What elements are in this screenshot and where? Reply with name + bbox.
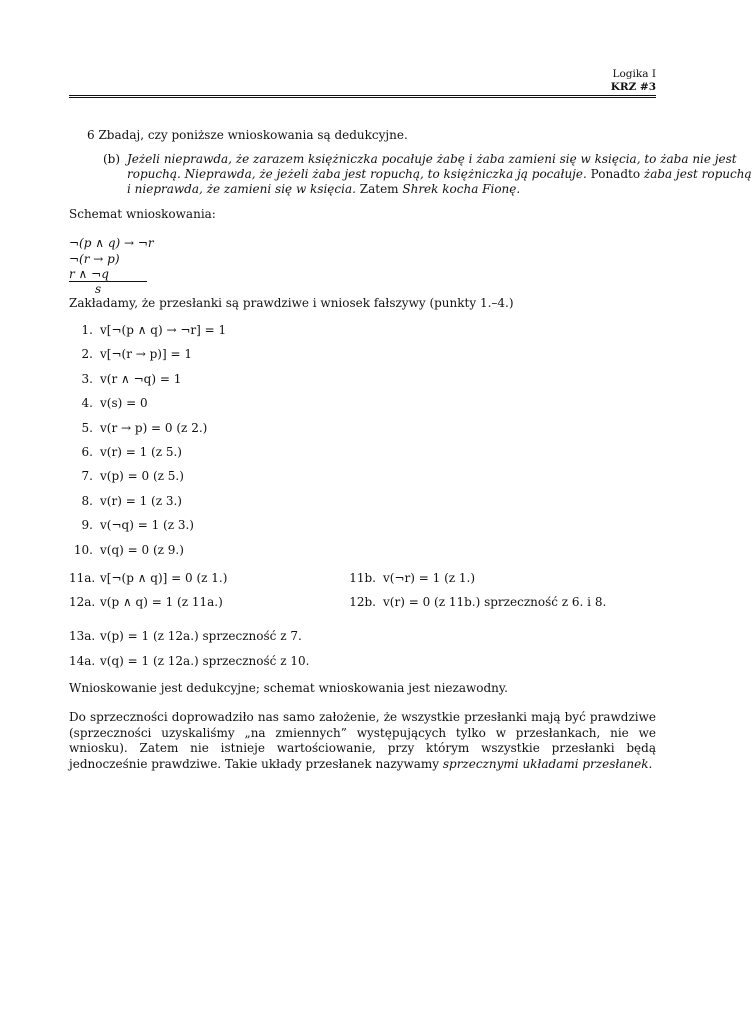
step-text: v(s) = 0 <box>100 396 148 410</box>
step-text: v(¬q) = 1 (z 3.) <box>100 518 194 532</box>
task-text-line2-a: ropuchą. Nieprawda, że jeżeli żaba jest ropuchą, to księżniczka ją pocałuje. <box>127 167 587 181</box>
task-text-line2 <box>127 167 752 181</box>
step-text: v(r) = 0 (z 11b.) sprzeczność z 6. i 8. <box>383 595 607 609</box>
closing-text: Do sprzeczności doprowadziło nas samo założenie, że wszystkie przesłanki mają być prawdziwe (sprzeczności uzyskaliśmy „na zmiennych” występujących tylko w przesłankach, nie we wniosku). Zatem nie istnieje wartościowanie, przy którym wszystkie przesłanki będą jednocześnie prawdziwe. Takie układy przesłanek nazywamy <box>69 710 656 771</box>
step-text: v(r) = 1 (z 5.) <box>100 445 182 459</box>
task-number: 6 <box>87 128 95 142</box>
step-number: 12a. <box>69 595 96 609</box>
step-number: 3. <box>81 372 93 386</box>
inference-bar <box>69 281 147 282</box>
step-text: v(¬r) = 1 (z 1.) <box>383 571 476 585</box>
step-text: v(q) = 0 (z 9.) <box>100 543 184 557</box>
closing-end: . <box>648 756 653 771</box>
task-text-line3-a: i nieprawda, że zamieni się w księcia. <box>127 182 356 196</box>
step-number: 1. <box>81 323 93 337</box>
step-number: 5. <box>81 421 93 435</box>
step-text: v(r → p) = 0 (z 2.) <box>100 421 208 435</box>
header-rule-thin <box>69 97 656 98</box>
task-prompt: Zbadaj, czy poniższe wnioskowania są dedukcyjne. <box>98 128 408 142</box>
premise-1: ¬(p ∧ q) → ¬r <box>69 236 154 250</box>
step-number: 6. <box>81 445 93 459</box>
step-number: 4. <box>81 396 93 410</box>
step-number: 2. <box>81 347 93 361</box>
task-text-line3 <box>127 182 520 196</box>
step-number: 13a. <box>69 629 96 643</box>
schema-heading: Schemat wnioskowania: <box>69 207 216 221</box>
step-number: 12b. <box>349 595 376 609</box>
verdict-text: Wnioskowanie jest dedukcyjne; schemat wnioskowania jest niezawodny. <box>69 681 508 695</box>
task-text-line3-d: . <box>516 182 521 196</box>
step-number: 14a. <box>69 654 96 668</box>
header-rule-thick <box>69 95 656 96</box>
closing-paragraph <box>69 710 656 772</box>
step-text: v(r) = 1 (z 3.) <box>100 494 182 508</box>
step-text: v(p) = 0 (z 5.) <box>100 469 184 483</box>
task-label: (b) <box>103 152 121 166</box>
step-number: 9. <box>81 518 93 532</box>
step-text: v(p ∧ q) = 1 (z 11a.) <box>100 595 223 609</box>
assumption-text: Zakładamy, że przesłanki są prawdziwe i wniosek fałszywy (punkty 1.–4.) <box>69 296 514 310</box>
task-heading <box>87 128 408 142</box>
premise-3: r ∧ ¬q <box>69 267 109 281</box>
step-text: v[¬(p ∧ q)] = 0 (z 1.) <box>100 571 228 585</box>
step-text: v(p) = 1 (z 12a.) sprzeczność z 7. <box>100 629 302 643</box>
step-text: v[¬(p ∧ q) → ¬r] = 1 <box>100 323 227 337</box>
closing-term: sprzecznymi układami przesłanek <box>442 756 649 771</box>
course-title: Logika I <box>612 68 656 80</box>
step-text: v(q) = 1 (z 12a.) sprzeczność z 10. <box>100 654 310 668</box>
step-text: v(r ∧ ¬q) = 1 <box>100 372 182 386</box>
step-number: 11b. <box>349 571 376 585</box>
step-number: 11a. <box>69 571 96 585</box>
step-text: v[¬(r → p)] = 1 <box>100 347 192 361</box>
step-number: 7. <box>81 469 93 483</box>
task-text-line2-c: żaba jest ropuchą <box>643 167 752 181</box>
premise-2: ¬(r → p) <box>69 252 120 266</box>
step-number: 10. <box>73 543 93 557</box>
task-text-line1: Jeżeli nieprawda, że zarazem księżniczka pocałuje żabę i żaba zamieni się w księcia, to żaba nie jest <box>127 152 737 166</box>
conclusion: s <box>95 282 102 296</box>
task-text-line3-c: Shrek kocha Fionę <box>402 182 517 196</box>
task-text-line3-b: Zatem <box>355 182 403 196</box>
task-text-line2-b: Ponadto <box>586 167 644 181</box>
document-code: KRZ #3 <box>610 81 656 93</box>
step-number: 8. <box>81 494 93 508</box>
